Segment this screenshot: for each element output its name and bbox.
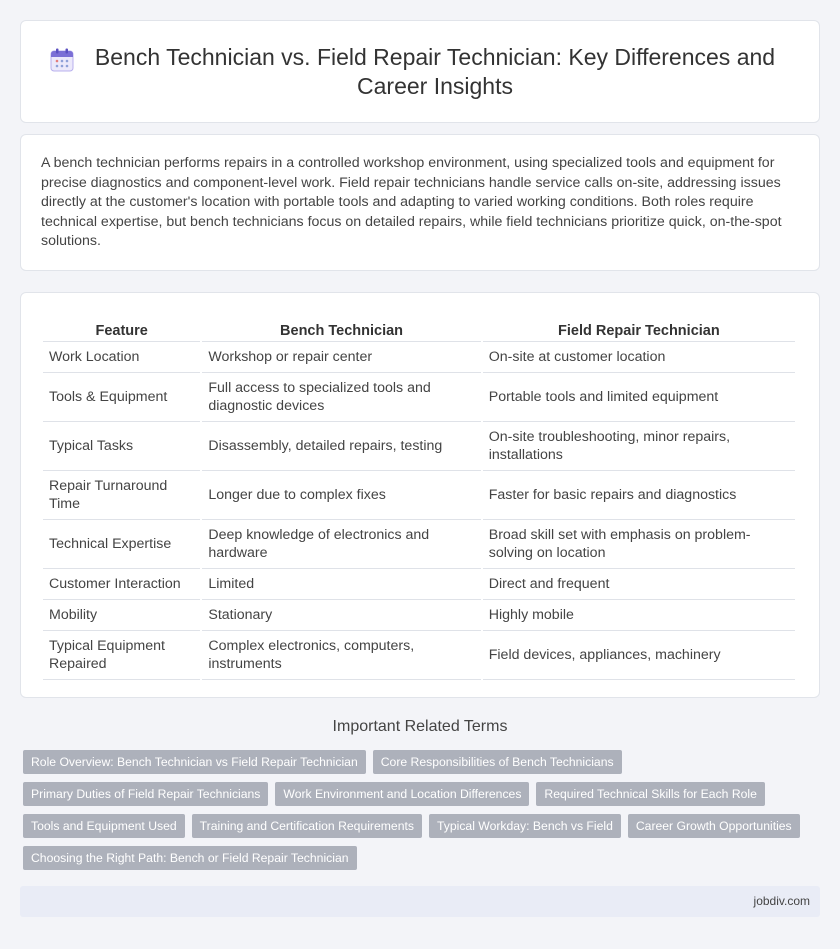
comparison-table-card [20, 292, 820, 698]
table-cell: Typical Equipment Repaired [43, 631, 200, 680]
table-row [43, 471, 795, 520]
table-cell: Stationary [202, 600, 480, 631]
table-row [43, 520, 795, 569]
table-cell: Customer Interaction [43, 569, 200, 600]
related-tag[interactable]: Role Overview: Bench Technician vs Field Repair Technician [23, 750, 366, 774]
table-cell: Mobility [43, 600, 200, 631]
related-tag[interactable]: Training and Certification Requirements [192, 814, 422, 838]
tag-row [23, 846, 813, 870]
table-cell: On-site at customer location [483, 342, 795, 373]
title-card [20, 20, 820, 123]
table-cell: Workshop or repair center [202, 342, 480, 373]
table-cell: Direct and frequent [483, 569, 795, 600]
related-tag[interactable]: Core Responsibilities of Bench Technicians [373, 750, 622, 774]
table-header-row [43, 313, 795, 342]
title-wrap [21, 21, 819, 122]
related-terms-tags [23, 750, 813, 878]
table-cell: On-site troubleshooting, minor repairs, installations [483, 422, 795, 471]
tag-row [23, 814, 813, 838]
table-cell: Technical Expertise [43, 520, 200, 569]
tag-row [23, 750, 813, 774]
table-cell: Disassembly, detailed repairs, testing [202, 422, 480, 471]
related-tag[interactable]: Primary Duties of Field Repair Technicians [23, 782, 268, 806]
footer-site-link[interactable]: jobdiv.com [753, 894, 810, 908]
related-tag[interactable]: Work Environment and Location Differences [275, 782, 529, 806]
tag-row [23, 782, 813, 806]
table-row [43, 342, 795, 373]
intro-card [20, 134, 820, 271]
table-cell: Repair Turnaround Time [43, 471, 200, 520]
column-header-feature: Feature [43, 313, 200, 342]
table-cell: Limited [202, 569, 480, 600]
table-row [43, 422, 795, 471]
table-cell: Broad skill set with emphasis on problem-solving on location [483, 520, 795, 569]
table-cell: Typical Tasks [43, 422, 200, 471]
table-cell: Highly mobile [483, 600, 795, 631]
table-row [43, 631, 795, 680]
column-header-bench: Bench Technician [202, 313, 480, 342]
table-cell: Longer due to complex fixes [202, 471, 480, 520]
table-cell: Full access to specialized tools and diagnostic devices [202, 373, 480, 422]
table-row [43, 569, 795, 600]
related-tag[interactable]: Tools and Equipment Used [23, 814, 185, 838]
related-tag[interactable]: Career Growth Opportunities [628, 814, 800, 838]
table-cell: Complex electronics, computers, instruments [202, 631, 480, 680]
table-row [43, 600, 795, 631]
column-header-field: Field Repair Technician [483, 313, 795, 342]
table-cell: Portable tools and limited equipment [483, 373, 795, 422]
table-row [43, 373, 795, 422]
related-terms-title: Important Related Terms [332, 718, 508, 735]
related-tag[interactable]: Typical Workday: Bench vs Field [429, 814, 621, 838]
table-cell: Work Location [43, 342, 200, 373]
table-cell: Deep knowledge of electronics and hardware [202, 520, 480, 569]
related-tag[interactable]: Choosing the Right Path: Bench or Field Repair Technician [23, 846, 357, 870]
footer [20, 886, 820, 917]
page-title: Bench Technician vs. Field Repair Technician: Key Differences and Career Insights [94, 43, 776, 99]
table-cell: Field devices, appliances, machinery [483, 631, 795, 680]
table-cell: Faster for basic repairs and diagnostics [483, 471, 795, 520]
table-cell: Tools & Equipment [43, 373, 200, 422]
related-tag[interactable]: Required Technical Skills for Each Role [536, 782, 764, 806]
intro-paragraph: A bench technician performs repairs in a controlled workshop environment, using specialized tools and equipment for precise diagnostics and component-level work. Field repair technicians handle service calls on-site, addressing issues directly at the customer's location with portable tools and adapting to varied working conditions. Both roles require technical expertise, but bench technicians focus on detailed repairs, while field technicians prioritize quick, on-the-spot solutions. [41, 155, 782, 249]
comparison-table [41, 313, 797, 680]
